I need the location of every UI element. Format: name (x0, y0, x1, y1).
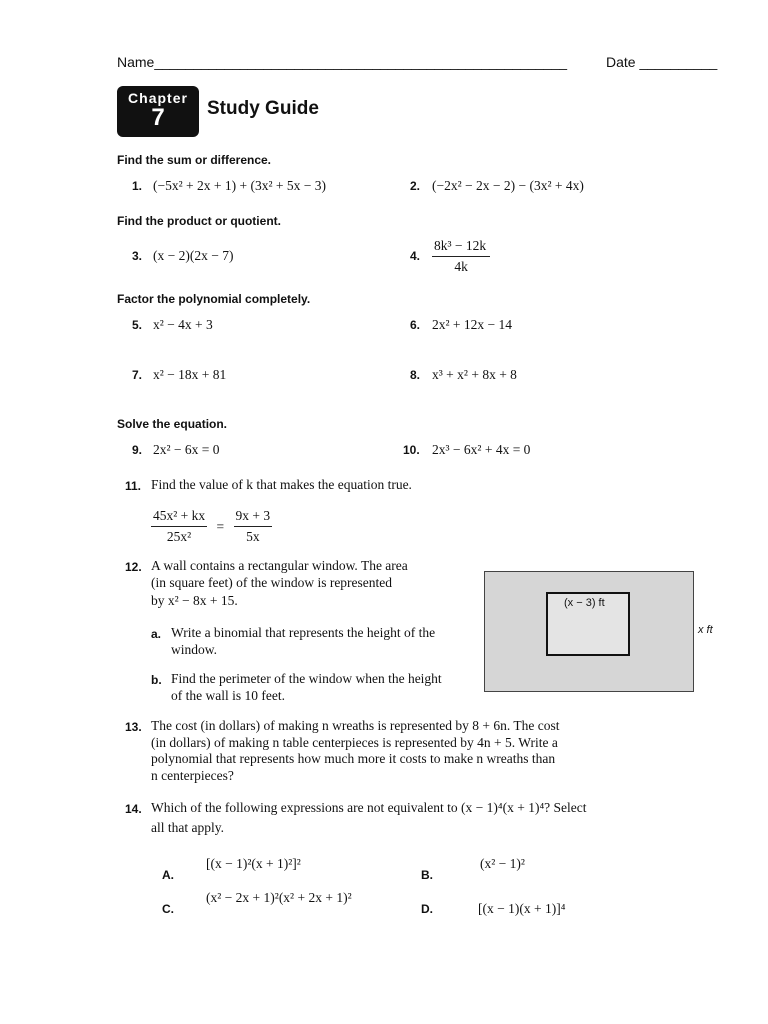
problem-number: 12. (125, 560, 142, 574)
problem-5-expression: x² − 4x + 3 (153, 317, 213, 332)
problem-11-equation (151, 508, 272, 545)
section-heading-factor: Factor the polynomial completely. (117, 292, 311, 306)
problem-number: 1. (132, 179, 143, 193)
problem-11-text: Find the value of k that makes the equation true. (151, 477, 412, 492)
problem-number: 2. (410, 179, 421, 193)
subpart-label: b. (151, 673, 162, 687)
wall-height-label: x ft (698, 624, 713, 636)
text-line: all that apply. (151, 819, 224, 835)
problem-12a-text (171, 625, 435, 658)
subpart-label: a. (151, 627, 162, 641)
problem-number: 14. (125, 802, 142, 816)
problem-6-expression: 2x² + 12x − 14 (432, 317, 513, 332)
problem-number: 11. (125, 479, 142, 493)
problem-number: 3. (132, 249, 143, 263)
section-heading-solve: Solve the equation. (117, 417, 228, 431)
name-label: Name (117, 54, 155, 70)
text-line: Which of the following expressions are not equivalent to (x − 1)⁴(x + 1)⁴? Select (151, 800, 587, 815)
chapter-badge (117, 86, 199, 137)
problem-number: 13. (125, 720, 142, 734)
text-line: by x² − 8x + 15. (151, 593, 238, 608)
text-line: of the wall is 10 feet. (171, 687, 285, 703)
section-heading-sum: Find the sum or difference. (117, 153, 272, 167)
problem-4-fraction (432, 238, 490, 275)
problem-2-expression: (−2x² − 2x − 2) − (3x² + 4x) (432, 178, 584, 193)
section-heading-product: Find the product or quotient. (117, 214, 281, 228)
problem-3-expression: (x − 2)(2x − 7) (153, 248, 234, 263)
rhs-numerator: 9x + 3 (234, 508, 273, 527)
text-line: Write a binomial that represents the height of the (171, 625, 436, 640)
problem-1-expression: (−5x² + 2x + 1) + (3x² + 5x − 3) (153, 178, 327, 193)
choice-d-expression: [(x − 1)(x + 1)]⁴ (478, 901, 566, 916)
text-line: window. (171, 641, 217, 657)
problem-number: 5. (132, 318, 143, 332)
problem-12-text (151, 558, 408, 610)
choice-b-expression: (x² − 1)² (480, 856, 525, 871)
problem-10-expression: 2x³ − 6x² + 4x = 0 (432, 442, 531, 457)
text-line: A wall contains a rectangular window. The area (151, 558, 408, 573)
fraction-denominator: 4k (454, 259, 468, 274)
problem-number: 9. (132, 443, 143, 457)
problem-14-text (151, 800, 587, 836)
text-line: The cost (in dollars) of making n wreaths is represented by 8 + 6n. The cost (151, 718, 560, 733)
name-field[interactable] (117, 54, 567, 70)
date-line: __________ (639, 54, 718, 70)
choice-a-label: A. (162, 868, 174, 882)
text-line: Find the perimeter of the window when the height (171, 671, 442, 686)
date-label: Date (606, 54, 636, 70)
problem-number: 10. (403, 443, 420, 457)
problem-number: 7. (132, 368, 143, 382)
text-line: (in square feet) of the window is represented (151, 574, 393, 590)
choice-b-label: B. (421, 868, 433, 882)
problem-13-text (151, 718, 560, 784)
name-line: _____________________________________________________ (154, 54, 568, 70)
chapter-number: 7 (151, 104, 165, 131)
choice-c-expression: (x² − 2x + 1)²(x² + 2x + 1)² (206, 890, 352, 905)
equals-sign: = (216, 518, 225, 534)
text-line: (in dollars) of making n table centerpieces is represented by 4n + 5. Write a (151, 734, 558, 750)
rhs-denominator: 5x (246, 529, 260, 544)
page-title: Study Guide (207, 98, 319, 119)
problem-8-expression: x³ + x² + 8x + 8 (432, 367, 517, 382)
lhs-denominator: 25x² (166, 529, 192, 544)
problem-7-expression: x² − 18x + 81 (153, 367, 227, 382)
choice-c-label: C. (162, 902, 174, 916)
choice-d-label: D. (421, 902, 433, 916)
lhs-numerator: 45x² + kx (151, 508, 207, 527)
problem-number: 4. (410, 249, 421, 263)
text-line: polynomial that represents how much more it costs to make n wreaths than (151, 751, 556, 766)
chapter-word: Chapter (128, 90, 188, 106)
problem-number: 8. (410, 368, 421, 382)
choice-a-expression: [(x − 1)²(x + 1)²]² (206, 856, 301, 871)
date-field[interactable] (606, 54, 717, 70)
fraction-numerator: 8k³ − 12k (432, 238, 490, 257)
problem-9-expression: 2x² − 6x = 0 (153, 442, 220, 457)
problem-12b-text (171, 671, 442, 704)
window-width-label: (x − 3) ft (564, 597, 605, 609)
text-line: n centerpieces? (151, 767, 234, 783)
problem-number: 6. (410, 318, 421, 332)
